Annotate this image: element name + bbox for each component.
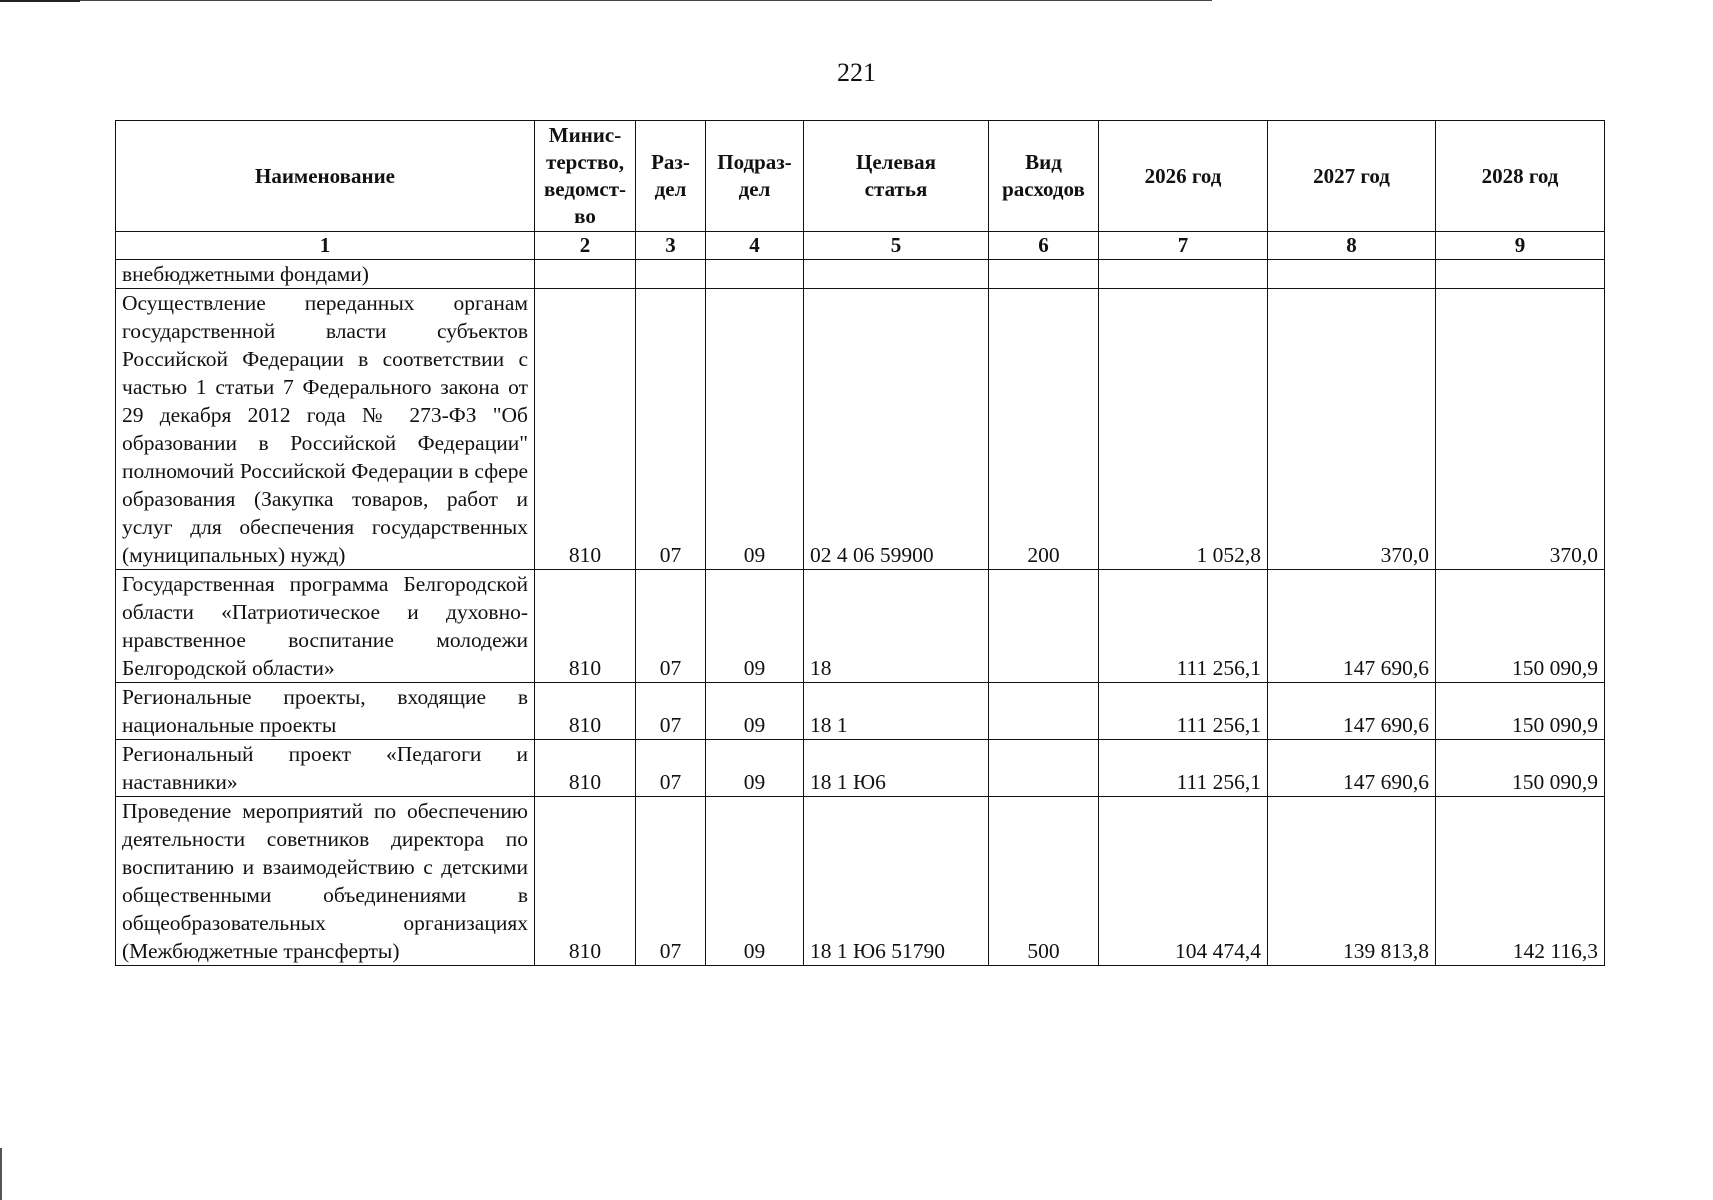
column-number: 9 — [1436, 232, 1605, 260]
row-section: 07 — [636, 289, 706, 570]
row-target: 18 1 Ю6 — [804, 740, 989, 797]
row-subsection: 09 — [706, 740, 804, 797]
row-subsection — [706, 260, 804, 289]
scan-edge-mark — [0, 0, 80, 2]
row-target — [804, 260, 989, 289]
row-name: Региональный проект «Педагоги и наставники» — [116, 740, 535, 797]
row-expense-type — [989, 683, 1099, 740]
row-ministry — [535, 260, 636, 289]
header-ministry-text: Минис- терство, ведомст- во — [543, 123, 627, 228]
row-2028: 150 090,9 — [1436, 683, 1605, 740]
row-section: 07 — [636, 740, 706, 797]
header-expense-type — [989, 121, 1099, 232]
row-name: Государственная программа Белгородской области «Патриотическое и духовно-нравственное воспитание молодежи Белгородской области» — [116, 570, 535, 683]
header-2027: 2027 год — [1268, 121, 1436, 232]
row-name: Осуществление переданных органам государственной власти субъектов Российской Федерации в соответствии с частью 1 статьи 7 Федерального закона от 29 декабря 2012 года № 273-ФЗ "Об образовании в Российской Федерации" полномочий Российской Федерации в сфере образования (Закупка товаров, работ и услуг для обеспечения государственных (муниципальных) нужд) — [116, 289, 535, 570]
row-subsection: 09 — [706, 683, 804, 740]
row-2026: 111 256,1 — [1099, 740, 1268, 797]
table-row — [116, 740, 1605, 797]
row-expense-type — [989, 570, 1099, 683]
row-2027: 147 690,6 — [1268, 683, 1436, 740]
scan-edge-line — [0, 0, 1212, 1]
row-2028: 150 090,9 — [1436, 570, 1605, 683]
row-subsection: 09 — [706, 570, 804, 683]
header-target — [804, 121, 989, 232]
row-target: 18 — [804, 570, 989, 683]
row-name: Региональные проекты, входящие в национальные проекты — [116, 683, 535, 740]
header-name: Наименование — [116, 121, 535, 232]
budget-table — [115, 120, 1605, 966]
row-section: 07 — [636, 570, 706, 683]
row-2026: 1 052,8 — [1099, 289, 1268, 570]
column-number: 7 — [1099, 232, 1268, 260]
table-row — [116, 260, 1605, 289]
row-2026: 111 256,1 — [1099, 570, 1268, 683]
row-section: 07 — [636, 797, 706, 966]
row-2028: 150 090,9 — [1436, 740, 1605, 797]
row-expense-type — [989, 740, 1099, 797]
row-2026 — [1099, 260, 1268, 289]
table-row — [116, 289, 1605, 570]
row-subsection: 09 — [706, 797, 804, 966]
row-ministry: 810 — [535, 289, 636, 570]
row-ministry: 810 — [535, 683, 636, 740]
row-2028: 370,0 — [1436, 289, 1605, 570]
row-ministry: 810 — [535, 570, 636, 683]
column-number: 6 — [989, 232, 1099, 260]
header-section-text: Раз- дел — [651, 150, 690, 201]
header-subsection-text: Подраз- дел — [717, 150, 792, 201]
column-number: 3 — [636, 232, 706, 260]
row-2028: 142 116,3 — [1436, 797, 1605, 966]
row-target: 02 4 06 59900 — [804, 289, 989, 570]
column-number: 8 — [1268, 232, 1436, 260]
row-ministry: 810 — [535, 797, 636, 966]
row-2026: 104 474,4 — [1099, 797, 1268, 966]
row-ministry: 810 — [535, 740, 636, 797]
header-section — [636, 121, 706, 232]
header-2028: 2028 год — [1436, 121, 1605, 232]
row-2027: 147 690,6 — [1268, 570, 1436, 683]
row-2027: 147 690,6 — [1268, 740, 1436, 797]
row-2027 — [1268, 260, 1436, 289]
row-expense-type: 200 — [989, 289, 1099, 570]
column-number: 4 — [706, 232, 804, 260]
column-number: 5 — [804, 232, 989, 260]
row-2027: 139 813,8 — [1268, 797, 1436, 966]
header-target-text: Целевая статья — [856, 150, 936, 201]
row-section — [636, 260, 706, 289]
table-row — [116, 683, 1605, 740]
row-expense-type — [989, 260, 1099, 289]
row-expense-type: 500 — [989, 797, 1099, 966]
header-ministry — [535, 121, 636, 232]
margin-mark — [0, 1148, 2, 1200]
column-number-row — [116, 232, 1605, 260]
table-row — [116, 797, 1605, 966]
header-row — [116, 121, 1605, 232]
row-target: 18 1 Ю6 51790 — [804, 797, 989, 966]
row-section: 07 — [636, 683, 706, 740]
row-name: Проведение мероприятий по обеспечению деятельности советников директора по воспитанию и взаимодействию с детскими общественными объединениями в общеобразовательных организациях (Межбюджетные трансферты) — [116, 797, 535, 966]
header-2026: 2026 год — [1099, 121, 1268, 232]
table-row — [116, 570, 1605, 683]
row-subsection: 09 — [706, 289, 804, 570]
header-subsection — [706, 121, 804, 232]
header-expense-type-text: Вид расходов — [1002, 150, 1085, 201]
row-target: 18 1 — [804, 683, 989, 740]
column-number: 2 — [535, 232, 636, 260]
row-name: внебюджетными фондами) — [116, 260, 535, 289]
column-number: 1 — [116, 232, 535, 260]
page-number: 221 — [837, 58, 876, 87]
row-2028 — [1436, 260, 1605, 289]
row-2027: 370,0 — [1268, 289, 1436, 570]
row-2026: 111 256,1 — [1099, 683, 1268, 740]
